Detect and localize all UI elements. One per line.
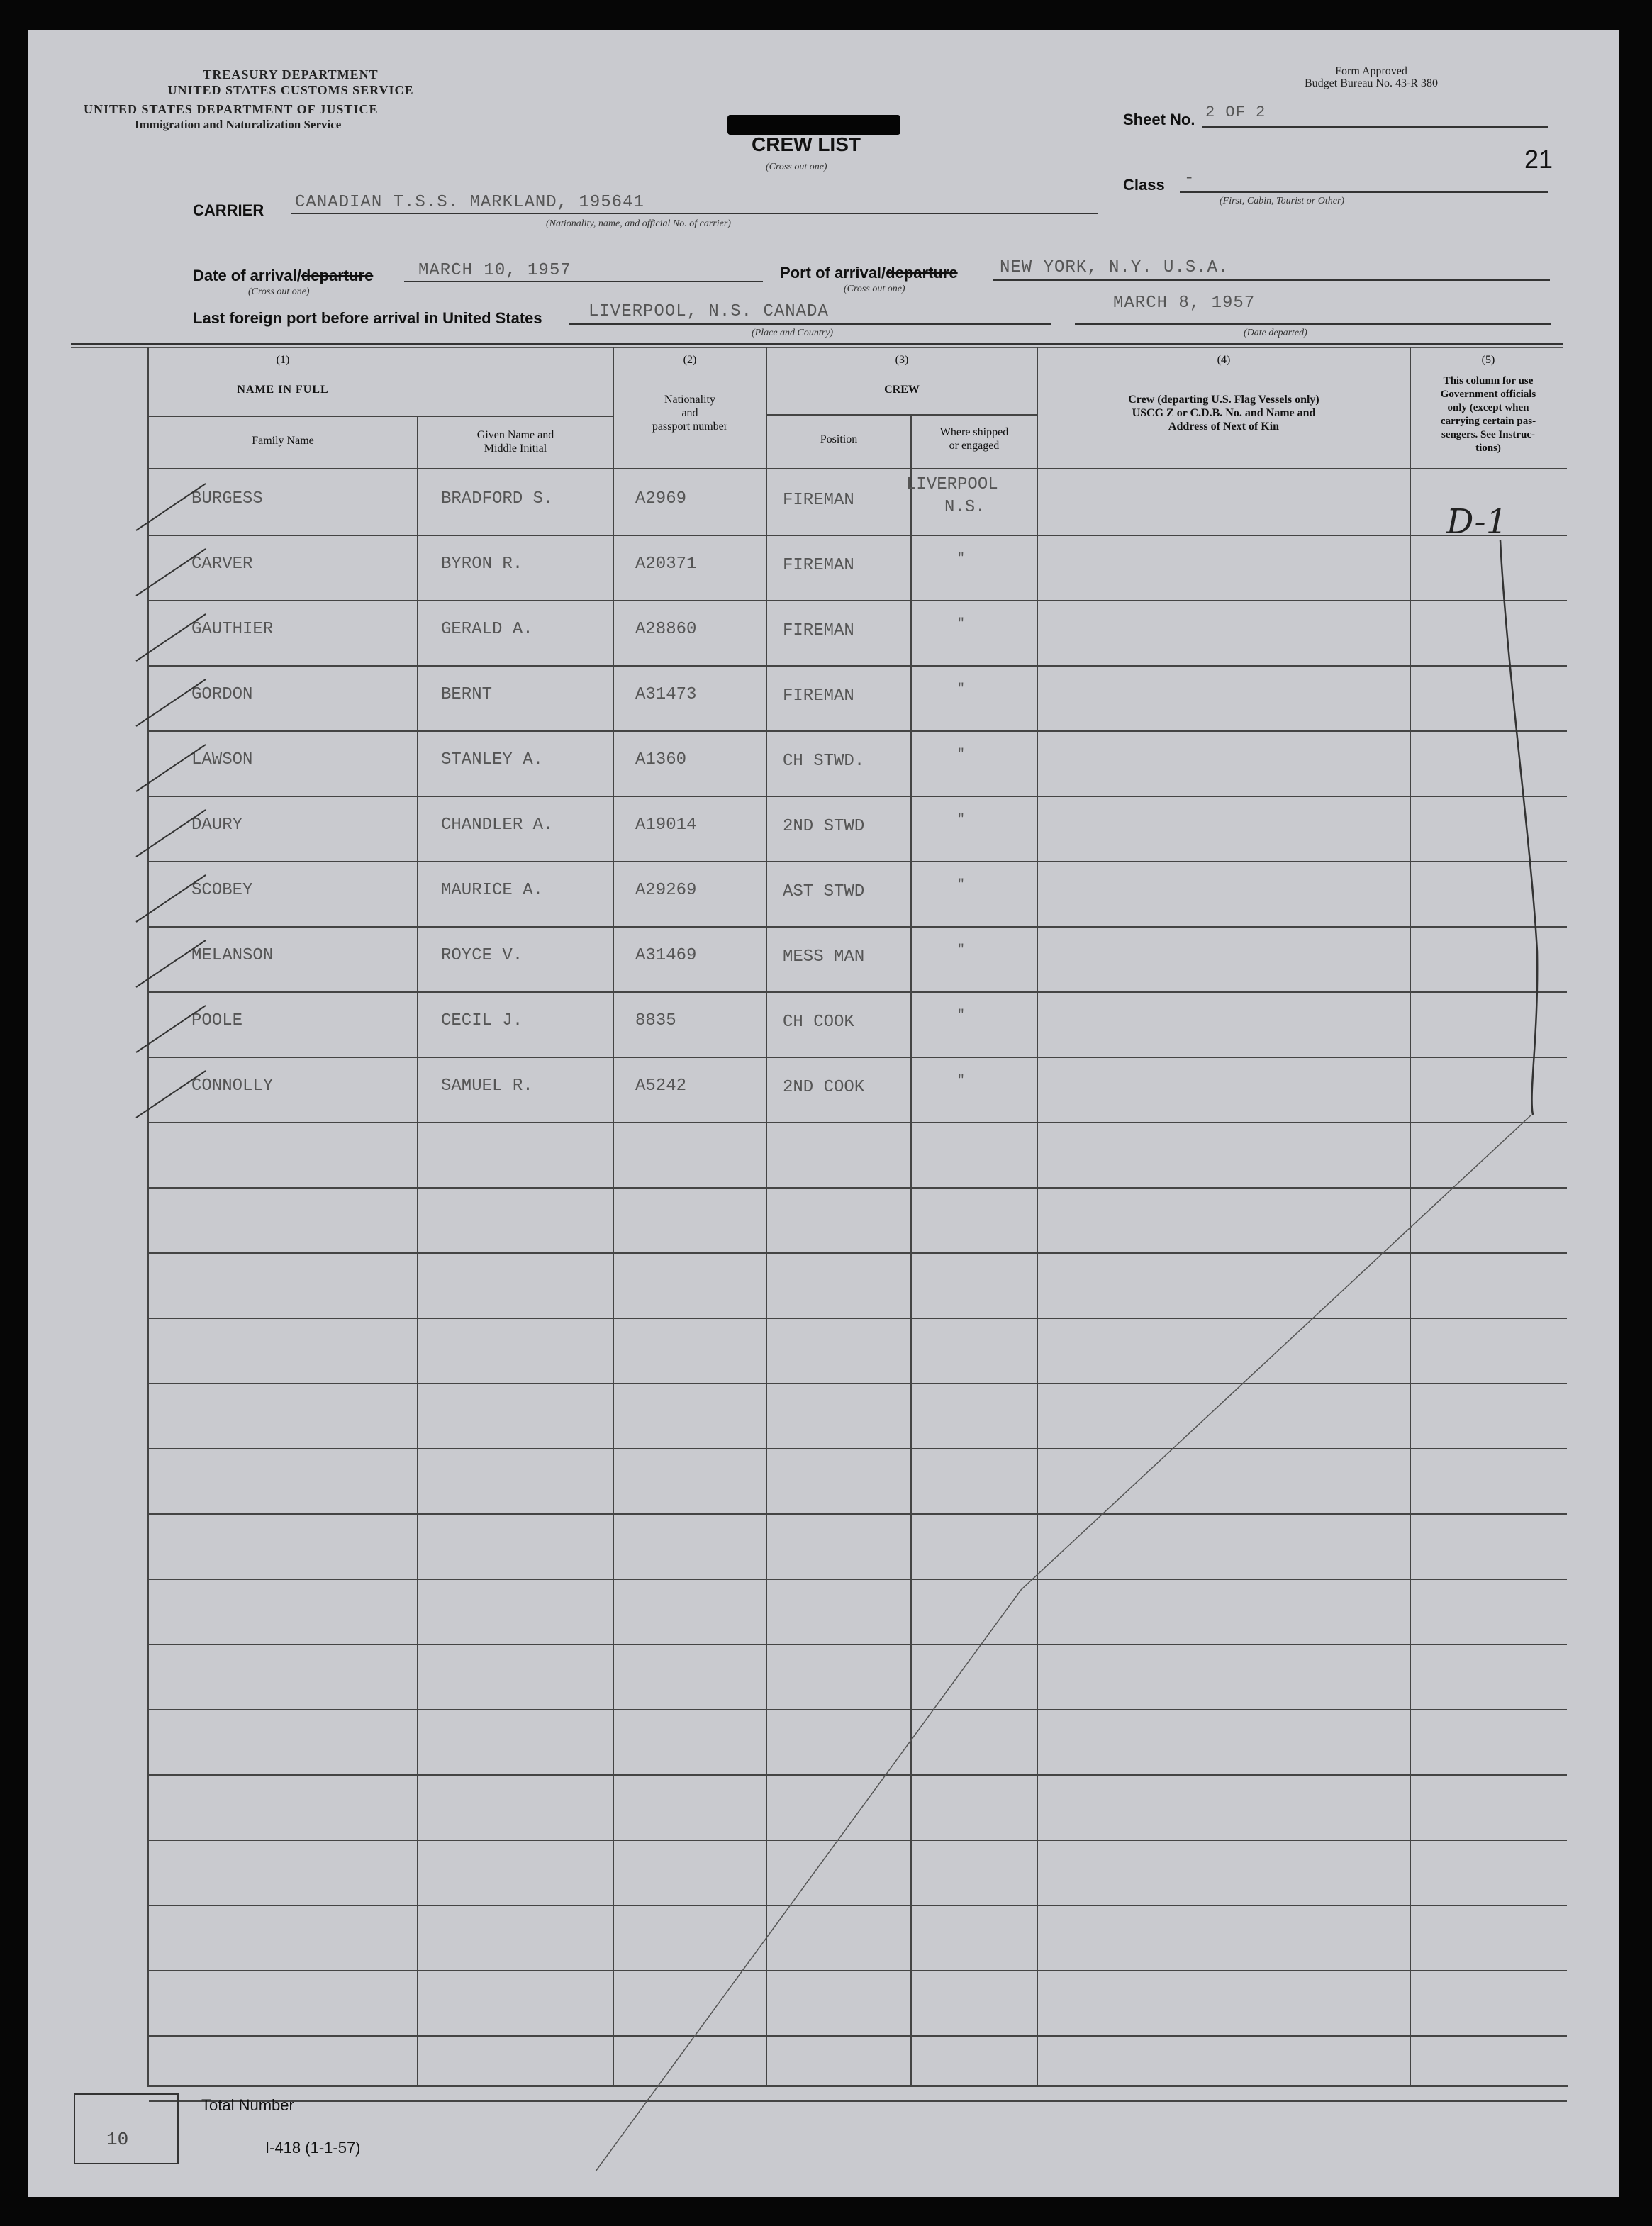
port-value: NEW YORK, N.Y. U.S.A. xyxy=(1000,258,1229,277)
col3-number: (3) xyxy=(895,354,909,366)
check-mark xyxy=(136,549,206,596)
check-mark xyxy=(136,614,206,661)
sheet-value: 2 OF 2 xyxy=(1205,104,1266,121)
passport-cell: A29269 xyxy=(635,881,697,900)
position-cell: FIREMAN xyxy=(783,621,854,640)
passport-cell: 8835 xyxy=(635,1011,676,1030)
check-mark xyxy=(136,875,206,922)
check-mark xyxy=(136,1006,206,1052)
col4-line: USCG Z or C.D.B. No. and Name and xyxy=(1132,407,1316,419)
family-name-cell: GAUTHIER xyxy=(191,620,274,639)
family-name-cell: SCOBEY xyxy=(191,881,253,900)
sheet-label: Sheet No. xyxy=(1123,111,1195,128)
passport-cell: A2969 xyxy=(635,489,687,508)
family-name-cell: DAURY xyxy=(191,816,243,835)
form-approved-line: Form Approved xyxy=(1335,65,1407,77)
shipped-cell: " xyxy=(957,813,965,827)
position-cell: FIREMAN xyxy=(783,556,854,575)
position-cell: MESS MAN xyxy=(783,947,865,967)
bracket-line xyxy=(1500,540,1537,1115)
agency-line: Immigration and Naturalization Service xyxy=(135,118,342,131)
col2-line: and xyxy=(681,407,698,419)
check-mark xyxy=(136,1071,206,1118)
total-label: Total Number xyxy=(201,2096,294,2114)
title-note: (Cross out one) xyxy=(766,162,827,172)
given-name-cell: CECIL J. xyxy=(441,1011,523,1030)
page-title: CREW LIST xyxy=(752,133,861,155)
check-mark xyxy=(136,745,206,791)
col5-line: carrying certain pas- xyxy=(1440,416,1536,427)
col3-title: CREW xyxy=(884,384,920,396)
passport-cell: A5242 xyxy=(635,1076,687,1096)
shipped-cell: " xyxy=(957,878,965,892)
passport-cell: A19014 xyxy=(635,816,697,835)
given-name-cell: STANLEY A. xyxy=(441,750,544,769)
passport-cell: A31473 xyxy=(635,685,697,704)
handwritten-marks xyxy=(28,30,1619,2197)
position-cell: FIREMAN xyxy=(783,686,854,706)
col1-number: (1) xyxy=(276,354,290,366)
form-approved-line: Budget Bureau No. 43-R 380 xyxy=(1305,77,1438,89)
form-number: I-418 (1-1-57) xyxy=(265,2139,361,2157)
family-name-cell: POOLE xyxy=(191,1011,243,1030)
port-label-departure-crossed: departure xyxy=(886,264,958,282)
check-mark xyxy=(136,810,206,857)
col1b-line: Given Name and xyxy=(476,429,554,441)
total-value: 10 xyxy=(106,2129,129,2150)
col3a-header: Position xyxy=(820,433,858,445)
shipped-cell: " xyxy=(957,943,965,957)
crew-list-form xyxy=(28,30,1619,2197)
col5-line: sengers. See Instruc- xyxy=(1441,429,1536,440)
annotation: D-1 xyxy=(1446,502,1508,542)
passport-cell: A31469 xyxy=(635,946,697,965)
passport-cell: A1360 xyxy=(635,750,687,769)
shipped-cell: " xyxy=(957,552,965,566)
col1a-header: Family Name xyxy=(252,435,314,447)
shipped-cell: " xyxy=(957,617,965,631)
shipped-cell: LIVERPOOL xyxy=(906,475,998,494)
carrier-value: CANADIAN T.S.S. MARKLAND, 195641 xyxy=(295,193,644,212)
date-label-departure-crossed: departure xyxy=(301,267,374,284)
passport-cell: A20371 xyxy=(635,555,697,574)
agency-line: TREASURY DEPARTMENT xyxy=(203,67,379,82)
position-cell: 2ND COOK xyxy=(783,1078,865,1097)
col1b-line: Middle Initial xyxy=(484,443,547,455)
position-cell: FIREMAN xyxy=(783,491,854,510)
col3b-line: Where shipped xyxy=(939,426,1009,438)
shipped-cell: " xyxy=(957,1074,965,1088)
last-port-label: Last foreign port before arrival in United States xyxy=(193,309,542,327)
col2-line: Nationality xyxy=(664,394,715,406)
col4-number: (4) xyxy=(1217,354,1231,366)
family-name-cell: BURGESS xyxy=(191,489,263,508)
passport-cell: A28860 xyxy=(635,620,697,639)
col2-line: passport number xyxy=(652,421,728,433)
agency-line: UNITED STATES DEPARTMENT OF JUSTICE xyxy=(84,102,379,116)
col5-line: only (except when xyxy=(1447,402,1529,413)
class-value: - xyxy=(1184,169,1195,188)
carrier-label: CARRIER xyxy=(193,201,264,219)
given-name-cell: GERALD A. xyxy=(441,620,533,639)
position-cell: 2ND STWD xyxy=(783,817,865,836)
given-name-cell: MAURICE A. xyxy=(441,881,544,900)
position-cell: CH STWD. xyxy=(783,752,865,771)
class-note: (First, Cabin, Tourist or Other) xyxy=(1220,196,1345,206)
date-departed-note: (Date departed) xyxy=(1244,328,1307,338)
shipped-cell-line2: N.S. xyxy=(944,498,986,517)
col5-line: Government officials xyxy=(1440,389,1536,400)
agency-line: UNITED STATES CUSTOMS SERVICE xyxy=(167,83,414,97)
given-name-cell: CHANDLER A. xyxy=(441,816,554,835)
port-cross-note: (Cross out one) xyxy=(844,284,905,294)
col4-line: Crew (departing U.S. Flag Vessels only) xyxy=(1128,394,1319,406)
family-name-cell: MELANSON xyxy=(191,946,274,965)
col2-number: (2) xyxy=(683,354,697,366)
col5-number: (5) xyxy=(1481,354,1495,366)
date-value: MARCH 10, 1957 xyxy=(418,261,571,280)
class-label: Class xyxy=(1123,176,1165,194)
given-name-cell: BERNT xyxy=(441,685,493,704)
shipped-cell: " xyxy=(957,1008,965,1023)
col3b-line: or engaged xyxy=(949,440,1000,452)
col4-line: Address of Next of Kin xyxy=(1168,421,1280,433)
family-name-cell: LAWSON xyxy=(191,750,253,769)
shipped-cell: " xyxy=(957,682,965,696)
given-name-cell: SAMUEL R. xyxy=(441,1076,533,1096)
col1-title: NAME IN FULL xyxy=(237,384,329,396)
date-label-arrival: Date of arrival/ xyxy=(193,267,301,284)
family-name-cell: CONNOLLY xyxy=(191,1076,274,1096)
shipped-cell: " xyxy=(957,747,965,762)
family-name-cell: CARVER xyxy=(191,555,253,574)
last-port-value: LIVERPOOL, N.S. CANADA xyxy=(588,302,829,321)
check-mark xyxy=(136,940,206,987)
given-name-cell: BYRON R. xyxy=(441,555,523,574)
col5-line: This column for use xyxy=(1443,375,1534,386)
page-number: 21 xyxy=(1524,145,1553,174)
port-label-arrival: Port of arrival/ xyxy=(780,264,886,282)
given-name-cell: ROYCE V. xyxy=(441,946,523,965)
col5-line: tions) xyxy=(1475,443,1501,454)
diagonal-line xyxy=(596,1115,1531,2171)
family-name-cell: GORDON xyxy=(191,685,253,704)
last-port-note: (Place and Country) xyxy=(752,328,834,338)
position-cell: CH COOK xyxy=(783,1013,854,1032)
date-departed-value: MARCH 8, 1957 xyxy=(1113,294,1256,313)
given-name-cell: BRADFORD S. xyxy=(441,489,554,508)
check-mark xyxy=(136,679,206,726)
check-mark xyxy=(136,484,206,530)
position-cell: AST STWD xyxy=(783,882,865,901)
carrier-note: (Nationality, name, and official No. of carrier) xyxy=(546,218,731,229)
date-cross-note: (Cross out one) xyxy=(248,286,310,297)
